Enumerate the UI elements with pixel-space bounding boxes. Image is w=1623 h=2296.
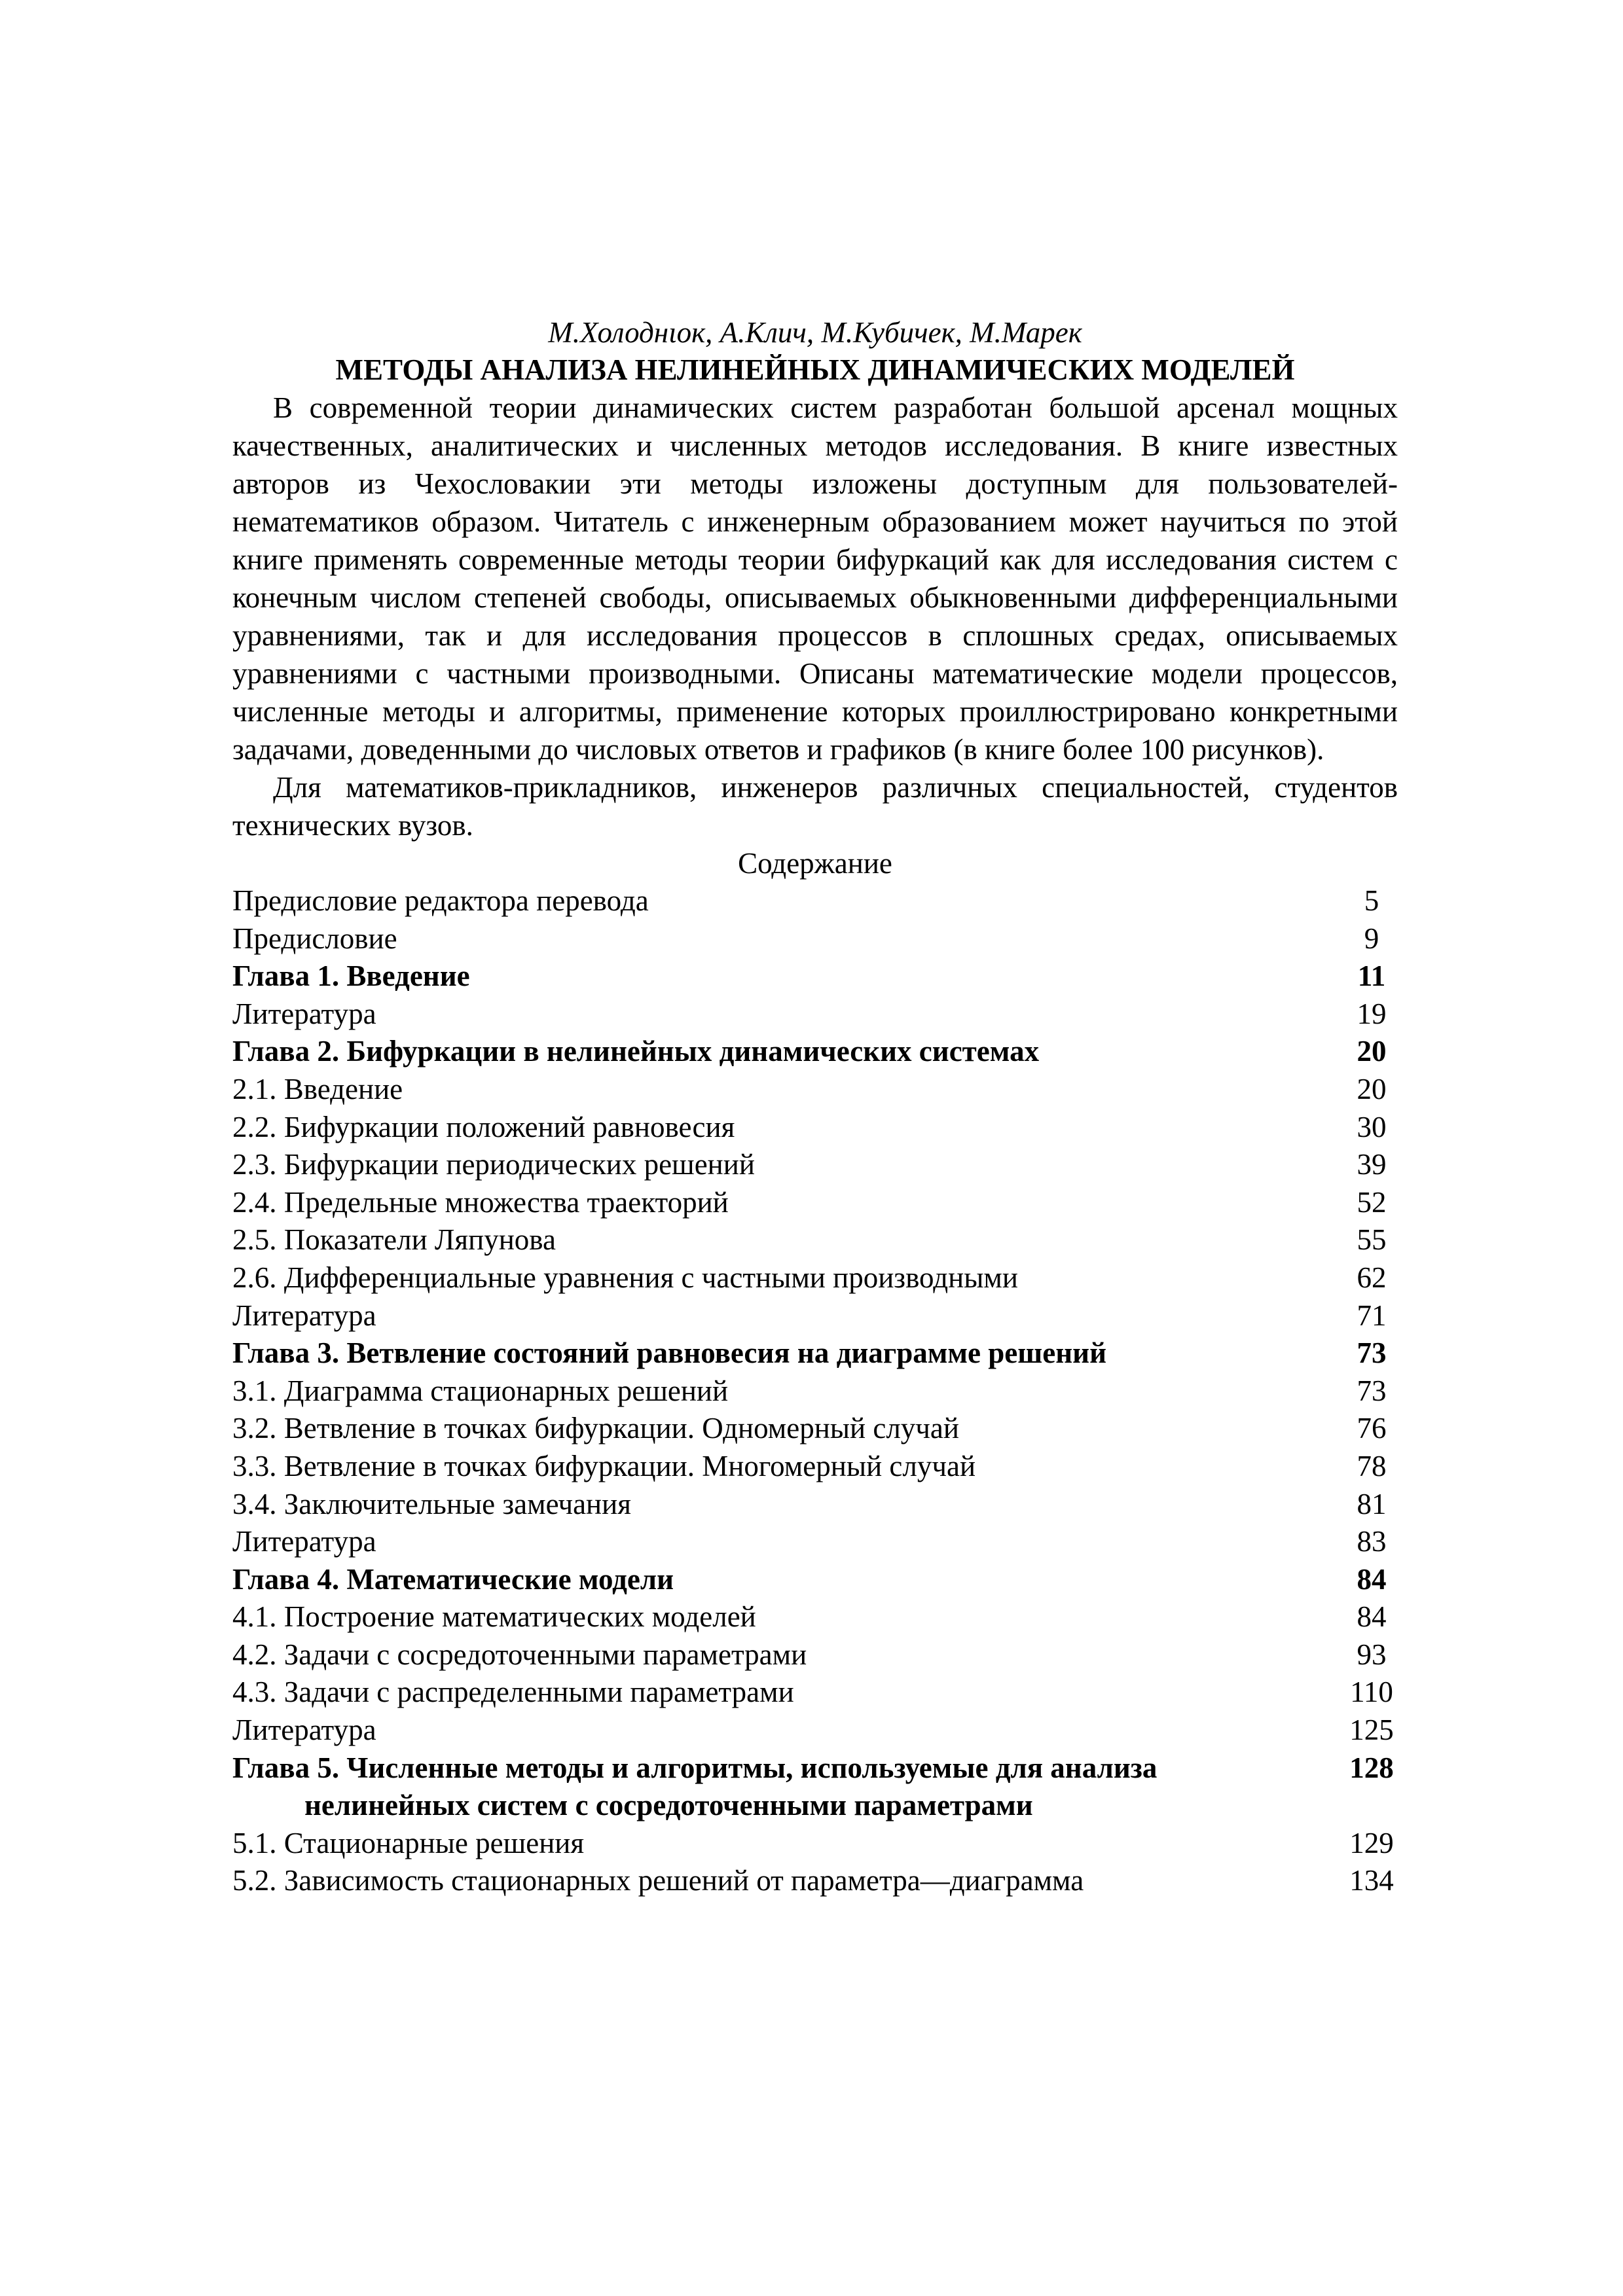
toc-page-number: 84 (1357, 1600, 1387, 1634)
toc-entry-label (232, 1071, 1339, 1109)
toc-entry-label (232, 1448, 1339, 1486)
toc-entry-label (232, 1561, 1339, 1599)
toc-entry-title: 3.2. Ветвление в точках бифуркации. Одномерный случай (232, 1412, 959, 1445)
toc-entry-label (232, 1636, 1339, 1674)
toc-entry-title: 2.1. Введение (232, 1072, 403, 1105)
annotation-paragraph: В современной теории динамических систем разработан большой арсенал мощных качественных, аналитических и численных методов исследования. В книге известных авторов из Чехословакии эти методы изложены доступным для пользователей-нематематиков образом. Читатель с инженерным образованием может научиться по этой книге применять современные методы теории бифуркаций как для исследования систем с конечным числом степеней свободы, описываемых обыкновенными дифференциальными уравнениями, так и для исследования процессов в сплошных средах, описываемых уравнениями с частными производными. Описаны математические модели процессов, численные методы и алгоритмы, применение которых проиллюстрировано конкретными задачами, доведенными до числовых ответов и графиков (в книге более 100 рисунков). (232, 391, 1398, 766)
toc-entry-label (232, 996, 1339, 1033)
toc-entry-label (232, 1146, 1339, 1184)
toc-entry-title: 2.2. Бифуркации положений равновесия (232, 1110, 735, 1143)
toc-entry-label (232, 1109, 1339, 1147)
toc-page-number: 11 (1357, 960, 1386, 993)
authors: М.Холоднιок, А.Клич, М.Кубичек, М.Марек (548, 316, 1082, 349)
toc-row (232, 1598, 1398, 1636)
toc-entry-title: Литература (232, 997, 376, 1030)
toc-entry-title: Литература (232, 1525, 376, 1558)
toc-row (232, 882, 1398, 920)
toc-page-number: 9 (1364, 922, 1379, 955)
toc-page-number: 55 (1357, 1223, 1387, 1257)
toc-entry-label (232, 1712, 1339, 1749)
toc-entry-title: Глава 4. Математические модели (232, 1562, 674, 1596)
toc-row (232, 1712, 1398, 1749)
toc-entry-label (232, 1862, 1339, 1900)
toc-row (232, 1146, 1398, 1184)
toc-entry-title: Литература (232, 1713, 376, 1747)
toc-entry-title: Глава 2. Бифуркации в нелинейных динамических системах (232, 1035, 1040, 1068)
toc-page-number: 20 (1357, 1035, 1387, 1068)
toc-row (232, 996, 1398, 1033)
toc-entry-label (232, 958, 1339, 996)
toc-chapter-row (232, 1561, 1398, 1599)
toc-entry-title: 4.3. Задачи с распределенными параметрами (232, 1676, 794, 1709)
toc-entry-label (232, 1523, 1339, 1561)
toc-entry-label (232, 1033, 1339, 1071)
toc-row (232, 1221, 1398, 1259)
toc-entry-label (232, 1486, 1339, 1524)
toc-page-number: 128 (1349, 1751, 1394, 1784)
book-title: МЕТОДЫ АНАЛИЗА НЕЛИНЕЙНЫХ ДИНАМИЧЕСКИХ МОДЕЛЕЙ (335, 353, 1295, 386)
toc-row (232, 1448, 1398, 1486)
toc-page-number: 84 (1357, 1562, 1387, 1596)
toc-entry-title: 3.1. Диаграмма стационарных решений (232, 1374, 729, 1407)
toc-entry-label (232, 1410, 1339, 1448)
toc-entry-title: Литература (232, 1299, 376, 1332)
toc-page-number: 5 (1364, 884, 1379, 917)
toc-row (232, 1825, 1398, 1863)
toc-page-number: 19 (1357, 997, 1387, 1030)
toc-entry-title: 5.1. Стационарные решения (232, 1826, 585, 1859)
toc-entry-title: Глава 1. Введение (232, 960, 470, 993)
toc-entry-label (232, 1184, 1339, 1222)
toc-entry-label (232, 1749, 1339, 1825)
toc-page-number: 62 (1357, 1261, 1387, 1294)
toc-row (232, 1109, 1398, 1147)
toc-row (232, 1410, 1398, 1448)
toc-page-number: 71 (1357, 1299, 1387, 1332)
toc-entry-title: 2.3. Бифуркации периодических решений (232, 1148, 755, 1181)
toc-chapter-row (232, 1335, 1398, 1372)
toc-entry-label (232, 920, 1339, 958)
toc-entry-label (232, 1259, 1339, 1297)
toc-entry-title-continuation: нелинейных систем с сосредоточенными параметрами (304, 1789, 1033, 1822)
toc-row (232, 1862, 1398, 1900)
toc-row (232, 1486, 1398, 1524)
toc-row (232, 1071, 1398, 1109)
toc-entry-title: 5.2. Зависимость стационарных решений от параметра—диаграмма (232, 1864, 1084, 1897)
toc-entry-title: 2.5. Показатели Ляпунова (232, 1223, 556, 1257)
toc-row (232, 1259, 1398, 1297)
toc-row (232, 1636, 1398, 1674)
toc-row (232, 1184, 1398, 1222)
toc-page-number: 93 (1357, 1638, 1387, 1671)
toc-page-number: 78 (1357, 1449, 1387, 1482)
toc-row (232, 920, 1398, 958)
toc-heading: Содержание (738, 847, 892, 880)
toc-entry-title: 2.6. Дифференциальные уравнения с частными производными (232, 1261, 1018, 1294)
toc-page-number: 73 (1357, 1336, 1387, 1370)
toc-row (232, 1674, 1398, 1712)
toc-page-number: 125 (1349, 1713, 1394, 1747)
toc-page-number: 39 (1357, 1148, 1387, 1181)
toc-page-number: 73 (1357, 1374, 1387, 1407)
toc-entry-title: Предисловие (232, 922, 397, 955)
toc-entry-label (232, 1372, 1339, 1410)
toc-row (232, 1523, 1398, 1561)
toc-entry-title: 4.1. Построение математических моделей (232, 1600, 756, 1634)
toc-entry-title: 4.2. Задачи с сосредоточенными параметрами (232, 1638, 807, 1671)
audience-paragraph: Для математиков-прикладников, инженеров различных специальностей, студентов технических вузов. (232, 771, 1398, 842)
toc-page-number: 83 (1357, 1525, 1387, 1558)
toc-page-number: 52 (1357, 1185, 1387, 1219)
toc-entry-title: Предисловие редактора перевода (232, 884, 649, 917)
toc-row (232, 1297, 1398, 1335)
table-of-contents (232, 882, 1398, 1900)
toc-entry-title: 3.4. Заключительные замечания (232, 1487, 631, 1520)
toc-entry-label (232, 1674, 1339, 1712)
toc-page-number: 110 (1350, 1676, 1393, 1709)
toc-chapter-row (232, 1749, 1398, 1825)
toc-entry-label (232, 1598, 1339, 1636)
toc-page-number: 30 (1357, 1110, 1387, 1143)
toc-page-number: 20 (1357, 1072, 1387, 1105)
toc-entry-title: 2.4. Предельные множества траекторий (232, 1185, 729, 1219)
toc-page-number: 134 (1349, 1864, 1394, 1897)
toc-page-number: 76 (1357, 1412, 1387, 1445)
toc-entry-title: 3.3. Ветвление в точках бифуркации. Многомерный случай (232, 1449, 976, 1482)
toc-entry-label (232, 1335, 1339, 1372)
toc-entry-label (232, 1221, 1339, 1259)
toc-page-number: 129 (1349, 1826, 1394, 1859)
toc-page-number: 81 (1357, 1487, 1387, 1520)
toc-entry-label (232, 882, 1339, 920)
document-page (232, 314, 1398, 1900)
toc-entry-title: Глава 3. Ветвление состояний равновесия на диаграмме решений (232, 1336, 1106, 1370)
toc-row (232, 1372, 1398, 1410)
toc-chapter-row (232, 1033, 1398, 1071)
toc-entry-title: Глава 5. Численные методы и алгоритмы, используемые для анализа (232, 1751, 1158, 1784)
toc-chapter-row (232, 958, 1398, 996)
toc-entry-label (232, 1297, 1339, 1335)
toc-entry-label (232, 1825, 1339, 1863)
